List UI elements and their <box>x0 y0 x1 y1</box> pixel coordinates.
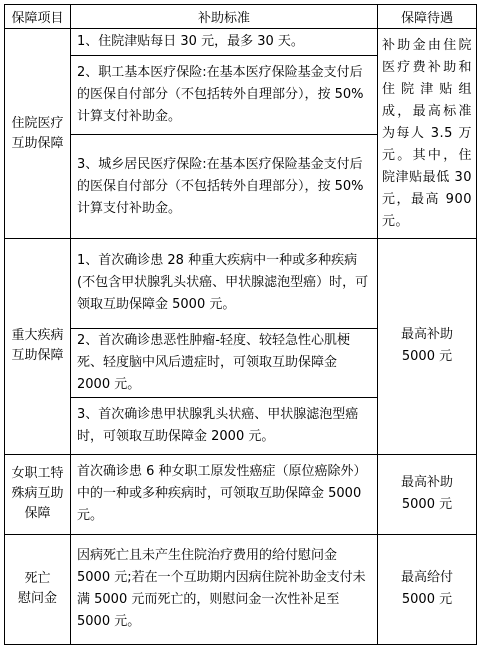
table-row <box>5 28 477 55</box>
category-line: 重大疾病 <box>11 328 64 344</box>
category-cell <box>5 454 71 534</box>
category-line: 互助保障 <box>11 348 64 364</box>
category-line: 死亡 <box>24 571 51 587</box>
standard-item: 1、住院津贴每日 30 元，最多 30 天。 <box>71 28 378 55</box>
category-cell <box>5 534 71 644</box>
benefit-line: 5000 元 <box>401 349 453 365</box>
standard-item: 2、职工基本医疗保险:在基本医疗保险基金支付后的医保自付部分（不包括转外自理部分），按 50% 计算支付补助金。 <box>71 55 378 134</box>
table-row <box>5 454 477 534</box>
benefit-table <box>4 4 477 645</box>
benefit-cell <box>378 454 477 534</box>
category-cell <box>5 239 71 454</box>
category-line: 女职工特 <box>11 466 64 482</box>
table-row <box>5 534 477 644</box>
category-line: 慰问金 <box>17 591 57 607</box>
category-cell <box>5 28 71 238</box>
category-line: 保障 <box>24 506 51 522</box>
standard-item: 2、首次确诊患恶性肿瘤-轻度、较轻急性心肌梗死、轻度脑中风后遗症时，可领取互助保障金 2000 元。 <box>71 328 378 398</box>
table-row <box>5 239 477 328</box>
benefit-line: 最高补助 <box>400 475 453 491</box>
category-line: 互助保障 <box>11 135 64 151</box>
standard-item: 因病死亡且未产生住院治疗费用的给付慰问金 5000 元;若在一个互助期内因病住院补助金支付未满 5000 元而死亡的，则慰问金一次性补足至 5000 元。 <box>71 534 378 644</box>
benefit-line: 最高给付 <box>400 570 453 586</box>
benefit-cell <box>378 534 477 644</box>
standard-item: 1、首次确诊患 28 种重大疾病中一种或多种疾病(不包含甲状腺乳头状癌、甲状腺滤泡型癌）时，可领取互助保障金 5000 元。 <box>71 239 378 328</box>
category-line: 殊病互助 <box>11 486 64 502</box>
benefit-line: 最高补助 <box>400 327 453 343</box>
standard-item: 首次确诊患 6 种女职工原发性癌症（原位癌除外）中的一种或多种疾病时，可领取互助保障金 5000 元。 <box>71 454 378 534</box>
benefit-line: 5000 元 <box>401 497 453 513</box>
header-project: 保障项目 <box>5 5 71 29</box>
category-line: 住院医疗 <box>11 115 64 131</box>
standard-item: 3、首次确诊患甲状腺乳头状癌、甲状腺滤泡型癌时，可领取互助保障金 2000 元。 <box>71 398 378 454</box>
benefit-cell <box>378 239 477 454</box>
benefit-line: 5000 元 <box>401 592 453 608</box>
benefit-cell: 补助金由住院医疗费补助和住院津贴组成，最高标准为每人 3.5 万元。其中，住院津贴最低 30 元，最高 900 元。 <box>378 28 477 238</box>
header-standard: 补助标准 <box>71 5 378 29</box>
standard-item: 3、城乡居民医疗保险:在基本医疗保险基金支付后的医保自付部分（不包括转外自理部分），按 50% 计算支付补助金。 <box>71 135 378 239</box>
header-benefit: 保障待遇 <box>378 5 477 29</box>
header-row <box>5 5 477 29</box>
